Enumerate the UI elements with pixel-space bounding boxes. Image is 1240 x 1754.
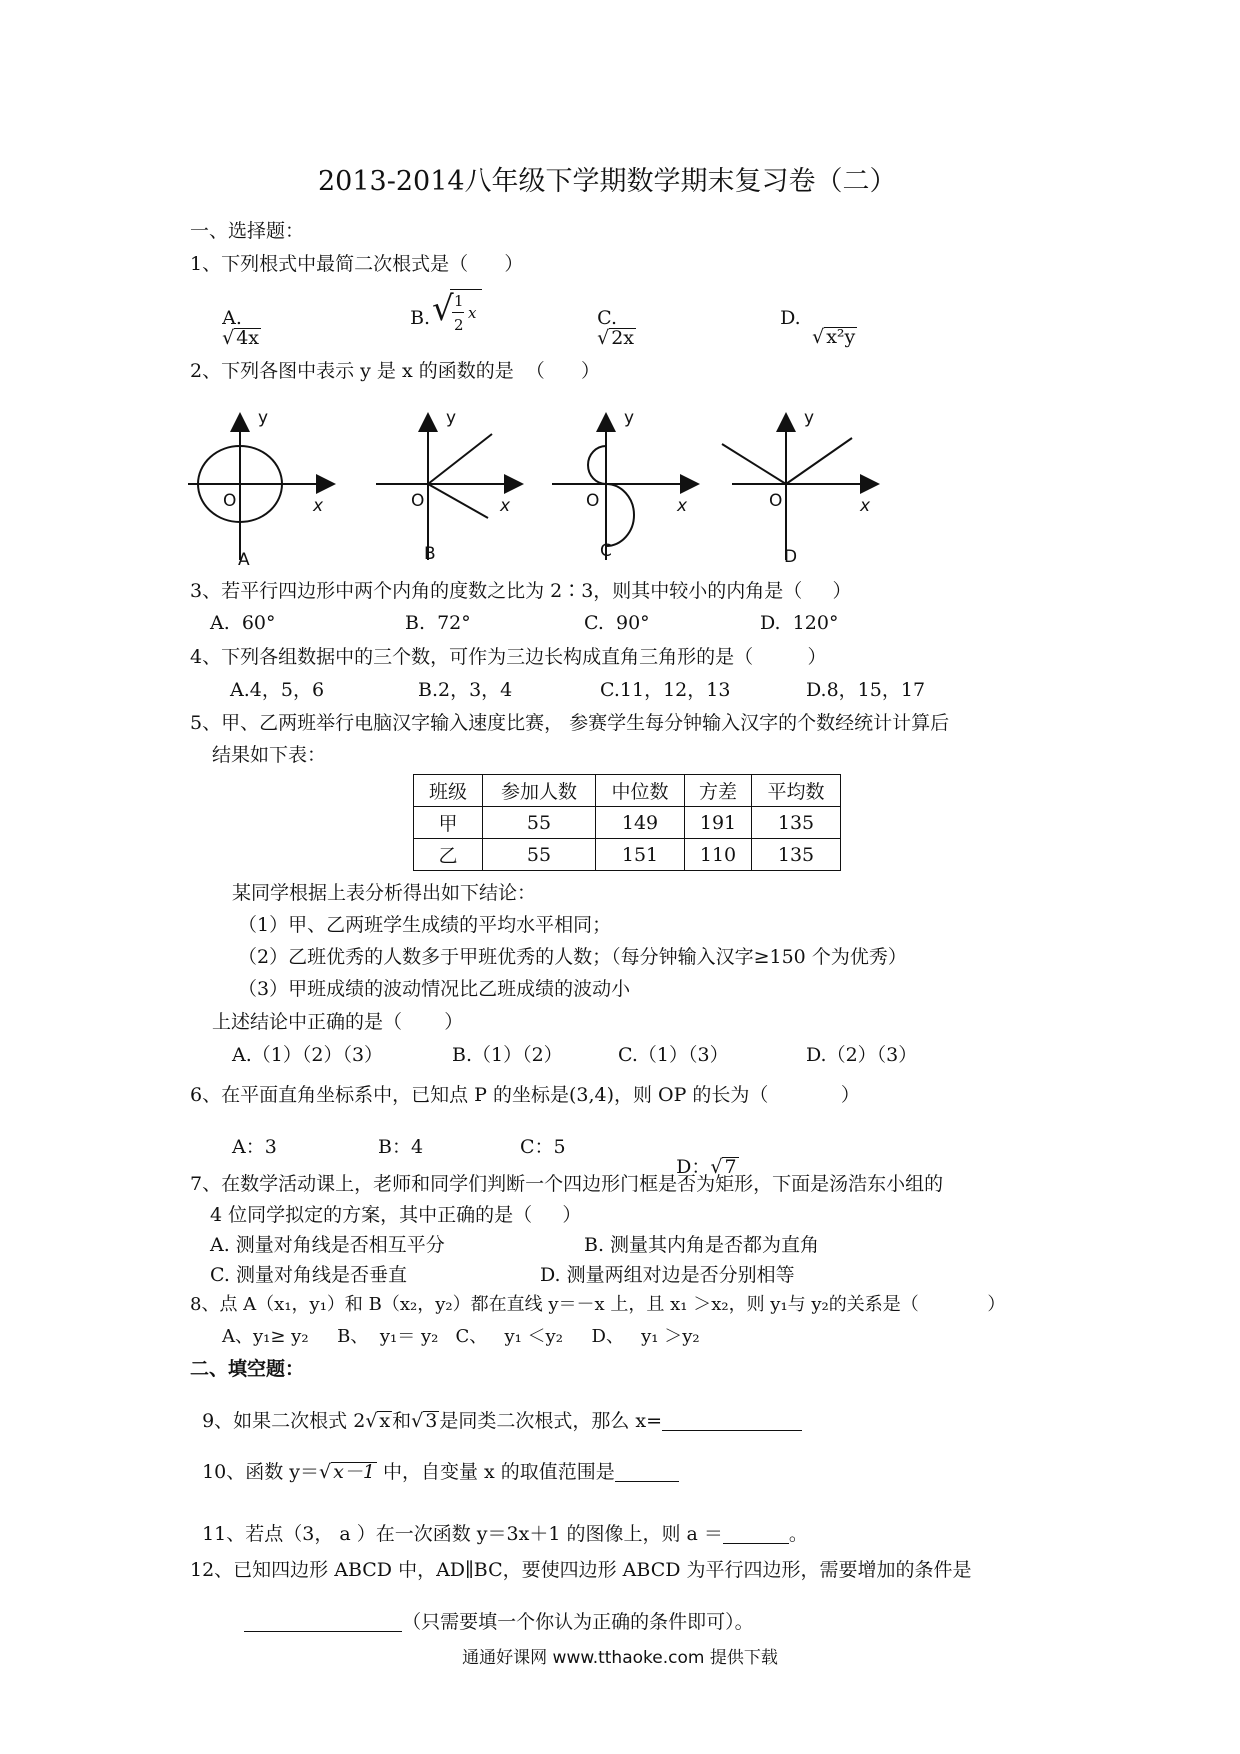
- sqrt-symbol: √: [365, 1410, 378, 1432]
- q4-option-a: A.4，5，6: [230, 679, 325, 701]
- q12-line2: [232, 1594, 754, 1632]
- graph-b-o: O: [411, 491, 425, 511]
- section-fill-heading: 二、填空题：: [190, 1358, 305, 1380]
- q3-option-c: C. 90°: [584, 612, 650, 634]
- q4-option-b: B.2，3，4: [418, 679, 513, 701]
- q3-option-d: D. 120°: [760, 612, 839, 634]
- graph-a-label: A: [238, 550, 250, 570]
- graph-c-x: x: [677, 496, 688, 516]
- q1-stem: 1、下列根式中最简二次根式是（ ）: [190, 253, 524, 275]
- q1-option-b: [398, 290, 430, 328]
- q7-option-a: A. 测量对角线是否相互平分: [210, 1234, 445, 1256]
- graph-b-label: B: [424, 544, 436, 564]
- q1-d-root: [800, 308, 857, 347]
- q7-stem-line1: 7、在数学活动课上，老师和同学们判断一个四边形门框是否为矩形，下面是汤浩东小组的: [190, 1173, 944, 1195]
- q2-graphs: [0, 400, 1240, 600]
- table-cell: 110: [685, 839, 752, 871]
- q5-stem-line2: 结果如下表：: [212, 744, 327, 766]
- q11-post: 。: [788, 1523, 808, 1545]
- q1-b-den: 2: [454, 316, 464, 334]
- graph-b: [376, 416, 520, 560]
- q1-d-radicand: x²y: [826, 326, 856, 348]
- q1-option-c: [585, 290, 636, 348]
- q7-stem-line2: 4 位同学拟定的方案，其中正确的是（ ）: [210, 1204, 582, 1226]
- sqrt-symbol: √: [812, 326, 825, 348]
- q10-pre: 10、函数 y＝: [202, 1461, 320, 1483]
- sqrt-symbol: √: [710, 1156, 723, 1178]
- q10-line: [190, 1443, 679, 1482]
- table-cell: 甲: [414, 807, 483, 839]
- graph-d: [722, 416, 876, 560]
- q8-options: A、y₁≥ y₂ B、 y₁＝ y₂ C、 y₁ ＜y₂ D、 y₁ ＞y₂: [222, 1326, 700, 1347]
- q9-mid: 和: [392, 1410, 412, 1432]
- q9-post: 是同类二次根式，那么 x=: [439, 1410, 663, 1432]
- q1-c-radicand: 2x: [611, 327, 635, 349]
- q6-option-c: C：5: [520, 1136, 566, 1158]
- q6-option-a: A：3: [232, 1136, 277, 1158]
- q12-answer-blank[interactable]: [244, 1630, 402, 1632]
- q11-line: [190, 1506, 808, 1544]
- page-footer: 通通好课网 www.tthaoke.com 提供下载: [462, 1648, 778, 1668]
- table-header-cell: 班级: [414, 775, 483, 807]
- table-header-cell: 参加人数: [483, 775, 596, 807]
- q5-option-d: D.（2）（3）: [806, 1044, 918, 1066]
- q11-pre: 11、若点（3， a ）在一次函数 y＝3x＋1 的图像上，则 a ＝: [202, 1523, 723, 1545]
- q9-pre: 9、如果二次根式 2: [202, 1410, 366, 1432]
- graph-d-o: O: [769, 491, 783, 511]
- q4-stem: 4、下列各组数据中的三个数，可作为三边长构成直角三角形的是（ ）: [190, 646, 827, 668]
- q12-line1: 12、已知四边形 ABCD 中，AD∥BC，要使四边形 ABCD 为平行四边形，需要增加的条件是: [190, 1559, 972, 1581]
- q11-answer-blank[interactable]: [723, 1542, 789, 1544]
- q3-stem: 3、若平行四边形中两个内角的度数之比为 2∶3，则其中较小的内角是（ ）: [190, 580, 852, 602]
- q1-option-d: [768, 290, 801, 328]
- table-cell: 55: [483, 839, 596, 871]
- q1-a-label: A.: [222, 307, 242, 329]
- graph-c-o: O: [586, 491, 600, 511]
- graph-b-x: x: [500, 496, 511, 516]
- q9-radicand-1: x: [379, 1410, 391, 1432]
- q5-stem-line1: 5、甲、乙两班举行电脑汉字输入速度比赛， 参赛学生每分钟输入汉字的个数经统计计算后: [190, 712, 950, 734]
- q1-b-num: 1: [454, 292, 464, 310]
- q1-a-radicand: 4x: [236, 327, 260, 349]
- table-cell: 55: [483, 807, 596, 839]
- graph-d-label: D: [784, 547, 798, 567]
- q3-option-b: B. 72°: [405, 612, 471, 634]
- q8-stem: 8、点 A（x₁，y₁）和 B（x₂，y₂）都在直线 y＝－x 上，且 x₁ ＞x₂，则 y₁与 y₂的关系是（ ）: [190, 1294, 1006, 1315]
- q10-radicand: x－1: [333, 1461, 375, 1483]
- q6-d-radicand: 7: [724, 1156, 737, 1178]
- graph-c-y: y: [624, 408, 635, 428]
- section-choice-heading: 一、选择题：: [190, 220, 305, 242]
- q4-option-c: C.11，12，13: [600, 679, 731, 701]
- q6-d-label: D：: [676, 1156, 711, 1178]
- q10-post: 中，自变量 x 的取值范围是: [376, 1461, 615, 1483]
- q5-option-c: C.（1）（3）: [618, 1044, 729, 1066]
- page-title: 2013-2014八年级下学期数学期末复习卷（二）: [318, 166, 897, 197]
- graph-a-x: x: [313, 496, 324, 516]
- q5-conclusion-1: （1）甲、乙两班学生成绩的平均水平相同；: [238, 914, 612, 936]
- table-header-cell: 中位数: [596, 775, 685, 807]
- table-header-cell: 方差: [685, 775, 752, 807]
- q7-option-b: B. 测量其内角是否都为直角: [584, 1234, 820, 1256]
- graph-a: [188, 416, 332, 560]
- q6-stem: 6、在平面直角坐标系中，已知点 P 的坐标是(3,4)，则 OP 的长为（ ）: [190, 1084, 860, 1106]
- q5-stats-table: [413, 774, 841, 871]
- q5-ask: 上述结论中正确的是（ ）: [212, 1011, 464, 1033]
- graph-d-x: x: [860, 496, 871, 516]
- q6-option-b: B：4: [378, 1136, 424, 1158]
- q1-option-a: [210, 290, 261, 348]
- sqrt-symbol: √: [319, 1461, 332, 1483]
- q9-answer-blank[interactable]: [662, 1429, 802, 1431]
- table-cell: 151: [596, 839, 685, 871]
- graph-a-y: y: [258, 408, 269, 428]
- q12-line2-text: （只需要填一个你认为正确的条件即可）。: [402, 1611, 754, 1633]
- q1-b-label: B.: [410, 307, 431, 329]
- table-row: [414, 807, 841, 839]
- graph-c-label: C: [600, 541, 612, 561]
- q2-stem: 2、下列各图中表示 y 是 x 的函数的是 （ ）: [190, 360, 601, 382]
- q9-line: [190, 1392, 802, 1431]
- table-header-row: [414, 775, 841, 807]
- q1-d-label: D.: [780, 307, 801, 329]
- graph-c: [552, 416, 696, 560]
- q7-option-d: D. 测量两组对边是否分别相等: [540, 1264, 795, 1286]
- q6-option-d: [664, 1138, 739, 1177]
- q7-option-c: C. 测量对角线是否垂直: [210, 1264, 407, 1286]
- q5-option-b: B.（1）（2）: [452, 1044, 563, 1066]
- q3-option-a: A. 60°: [210, 612, 276, 634]
- q10-answer-blank[interactable]: [615, 1480, 679, 1482]
- table-cell: 乙: [414, 839, 483, 871]
- table-cell: 135: [752, 807, 841, 839]
- sqrt-symbol: √: [222, 327, 235, 349]
- sqrt-symbol: √: [597, 327, 610, 349]
- table-cell: 149: [596, 807, 685, 839]
- q5-conclusion-2: （2）乙班优秀的人数多于甲班优秀的人数；（每分钟输入汉字≥150 个为优秀）: [238, 946, 907, 968]
- sqrt-symbol: √: [411, 1410, 424, 1432]
- graph-d-y: y: [804, 408, 815, 428]
- table-cell: 135: [752, 839, 841, 871]
- q5-option-a: A.（1）（2）（3）: [232, 1044, 384, 1066]
- table-header-cell: 平均数: [752, 775, 841, 807]
- graph-b-y: y: [446, 408, 457, 428]
- q1-b-var: x: [468, 304, 477, 322]
- q5-analysis: 某同学根据上表分析得出如下结论：: [232, 882, 537, 904]
- q1-c-label: C.: [597, 307, 617, 329]
- q4-option-d: D.8，15，17: [806, 679, 926, 701]
- table-cell: 191: [685, 807, 752, 839]
- graph-a-o: O: [223, 491, 237, 511]
- q9-radicand-2: 3: [425, 1410, 438, 1432]
- q5-conclusion-3: （3）甲班成绩的波动情况比乙班成绩的波动小: [238, 978, 631, 1000]
- table-row: [414, 839, 841, 871]
- q1-b-fraction-root: √ 1 2 x: [432, 286, 482, 342]
